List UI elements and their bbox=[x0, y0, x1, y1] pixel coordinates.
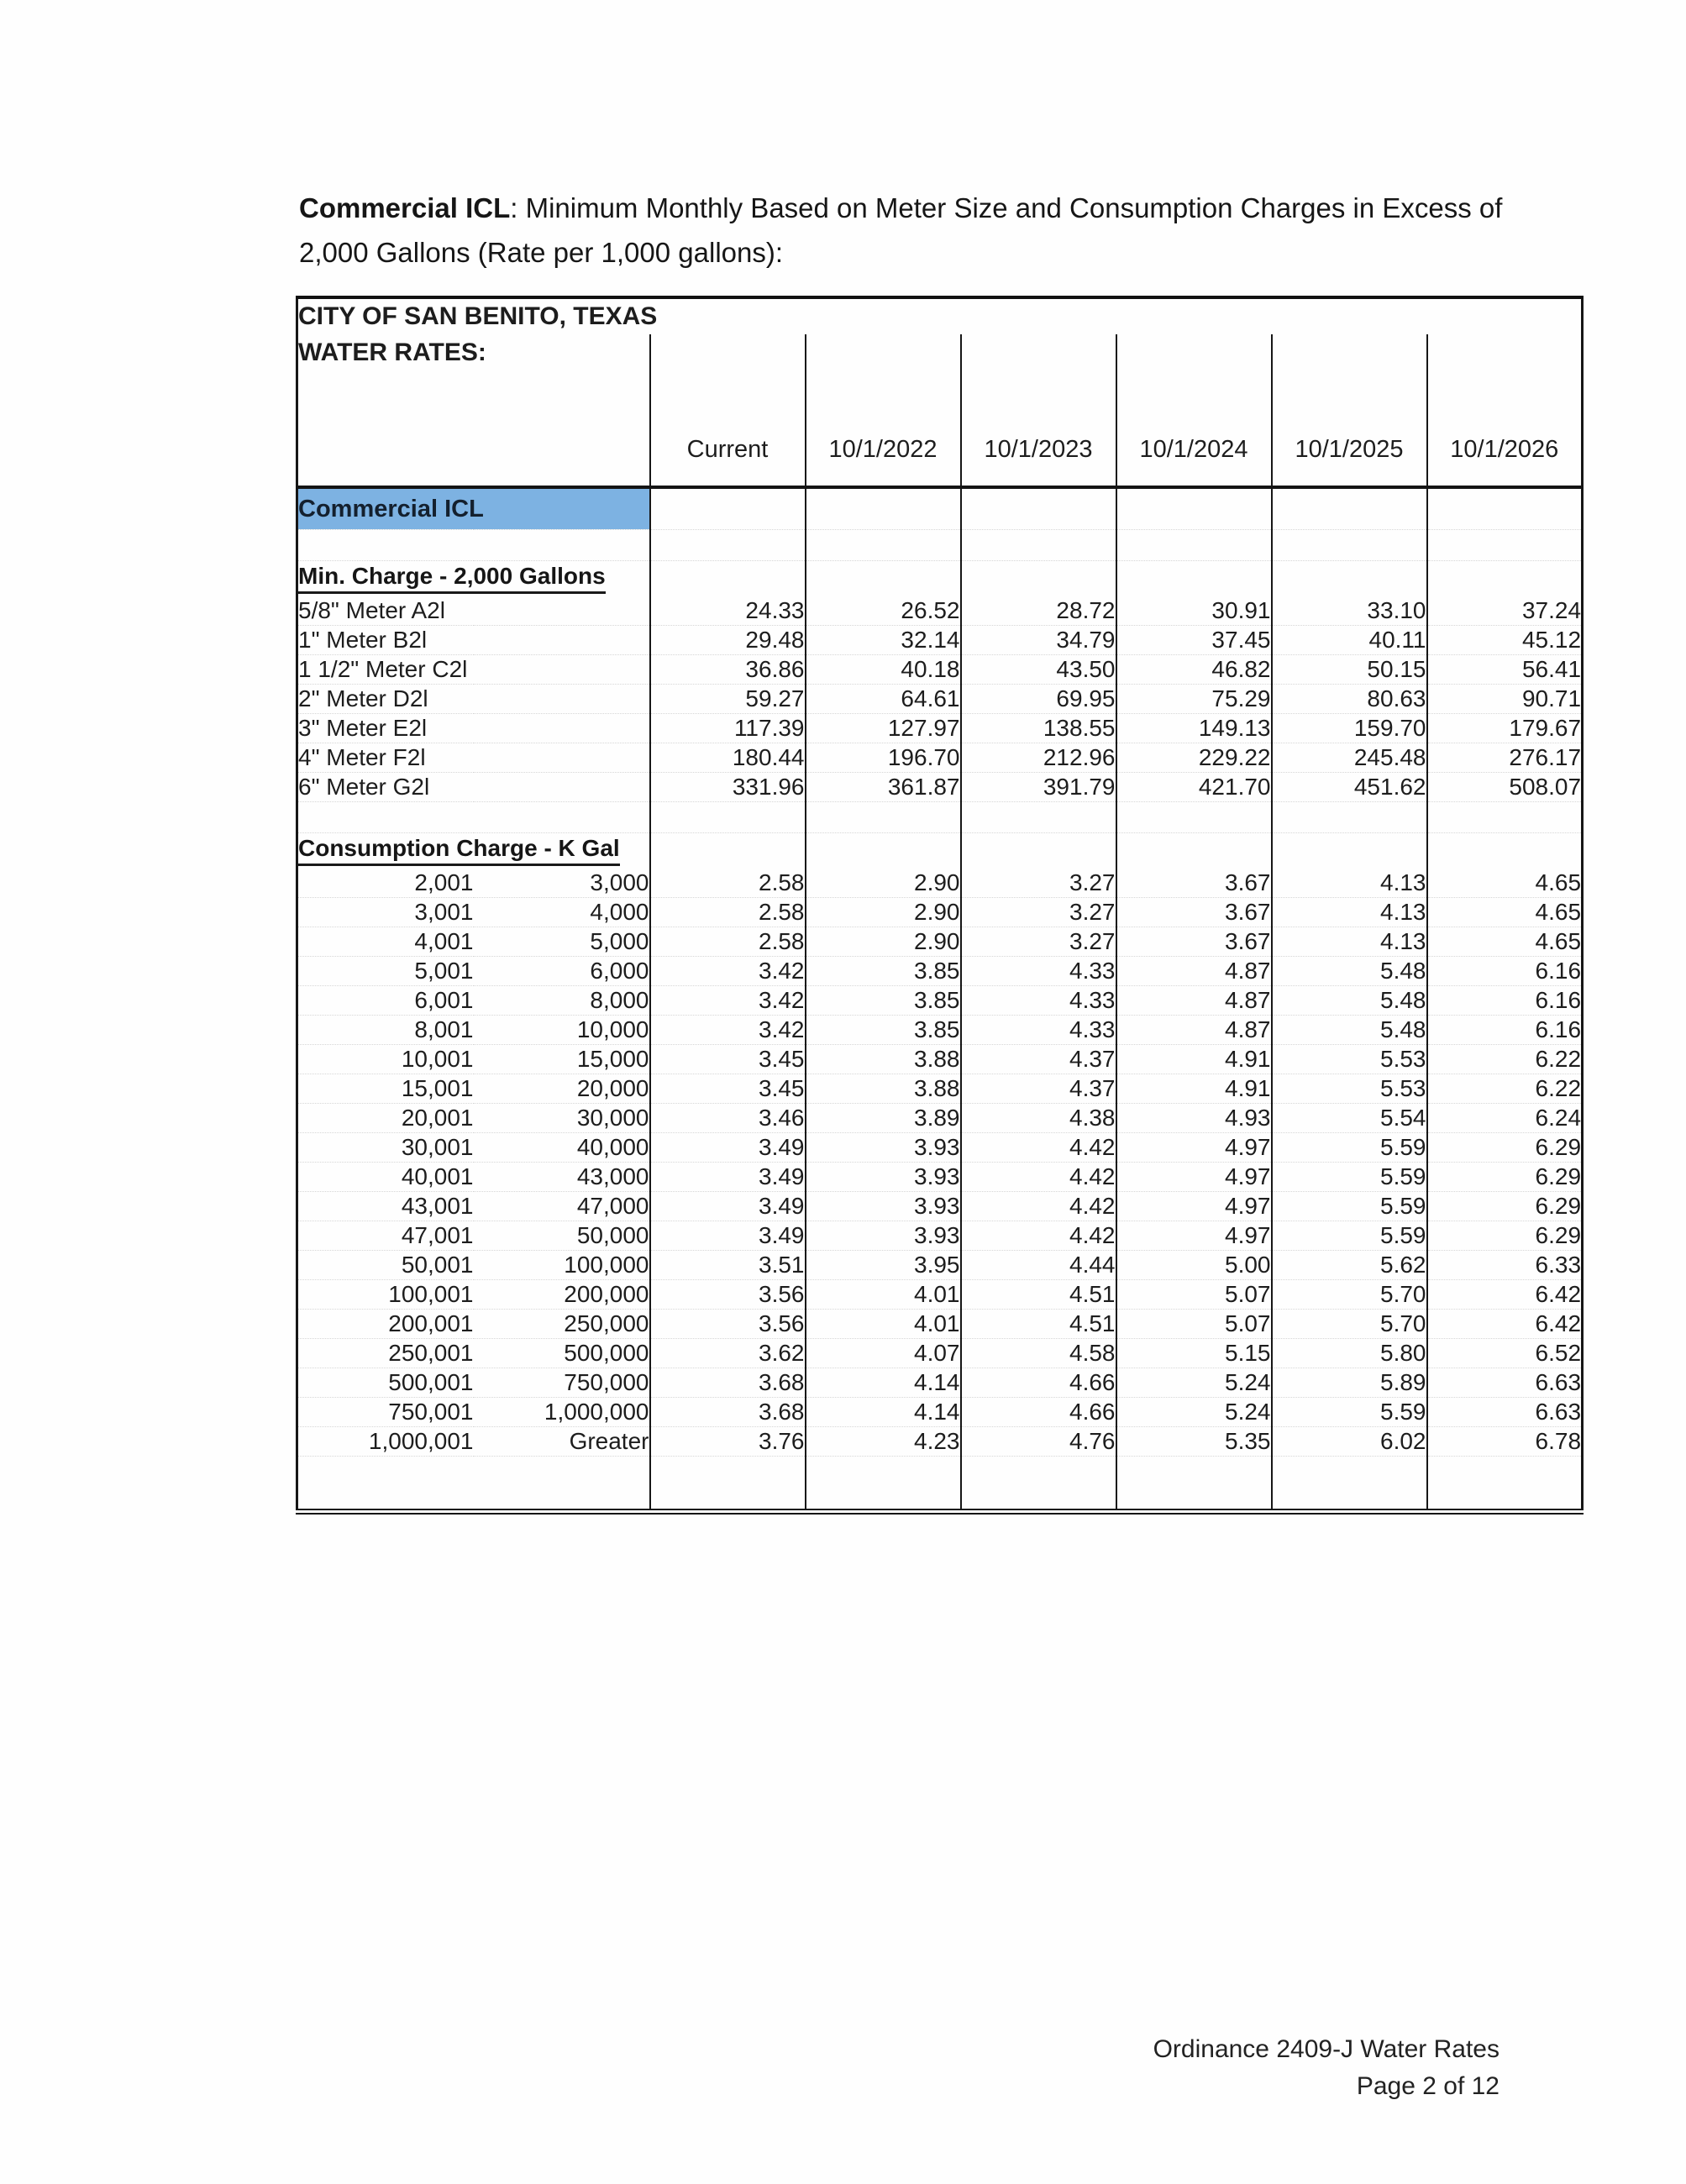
rate-value: 4.13 bbox=[1272, 927, 1427, 957]
rate-value: 421.70 bbox=[1116, 773, 1272, 802]
rate-value: 212.96 bbox=[961, 743, 1116, 773]
rate-value: 5.24 bbox=[1116, 1398, 1272, 1427]
rate-value: 5.70 bbox=[1272, 1280, 1427, 1310]
rate-value: 4.65 bbox=[1427, 898, 1583, 927]
tier-from: 50,001 bbox=[297, 1251, 474, 1280]
footer-page-number: Page 2 of 12 bbox=[1356, 2071, 1500, 2100]
rate-value: 4.66 bbox=[961, 1368, 1116, 1398]
rate-value: 69.95 bbox=[961, 685, 1116, 714]
consumption-tier-row bbox=[297, 1045, 1583, 1074]
tier-from: 10,001 bbox=[297, 1045, 474, 1074]
rate-value: 3.95 bbox=[806, 1251, 961, 1280]
rate-value: 37.45 bbox=[1116, 626, 1272, 655]
consumption-tier-row bbox=[297, 1074, 1583, 1104]
rate-value: 3.27 bbox=[961, 927, 1116, 957]
consumption-tier-row bbox=[297, 986, 1583, 1016]
rate-value: 6.16 bbox=[1427, 1016, 1583, 1045]
rate-value: 6.78 bbox=[1427, 1427, 1583, 1457]
rate-value: 4.01 bbox=[806, 1280, 961, 1310]
tier-to: 5,000 bbox=[474, 927, 650, 957]
rate-value: 138.55 bbox=[961, 714, 1116, 743]
rate-value: 4.76 bbox=[961, 1427, 1116, 1457]
column-header-current: Current bbox=[650, 413, 806, 487]
rate-value: 3.49 bbox=[650, 1163, 806, 1192]
rate-value: 46.82 bbox=[1116, 655, 1272, 685]
rate-value: 3.49 bbox=[650, 1192, 806, 1221]
tier-to: 8,000 bbox=[474, 986, 650, 1016]
footer-ordinance: Ordinance 2409-J Water Rates bbox=[1153, 2035, 1500, 2063]
rate-value: 4.38 bbox=[961, 1104, 1116, 1133]
rate-value: 5.59 bbox=[1272, 1221, 1427, 1251]
rate-value: 5.07 bbox=[1116, 1310, 1272, 1339]
rate-value: 56.41 bbox=[1427, 655, 1583, 685]
page-title bbox=[299, 186, 1559, 276]
tier-from: 250,001 bbox=[297, 1339, 474, 1368]
table-header-section bbox=[297, 297, 1583, 561]
rate-value: 4.44 bbox=[961, 1251, 1116, 1280]
rate-value: 179.67 bbox=[1427, 714, 1583, 743]
consumption-tier-row bbox=[297, 1310, 1583, 1339]
tier-from: 6,001 bbox=[297, 986, 474, 1016]
meter-label: 5/8" Meter A2l bbox=[297, 596, 650, 626]
rate-value: 4.13 bbox=[1272, 898, 1427, 927]
tier-to: 1,000,000 bbox=[474, 1398, 650, 1427]
rate-value: 5.48 bbox=[1272, 957, 1427, 986]
consumption-tier-row bbox=[297, 1163, 1583, 1192]
rate-value: 4.51 bbox=[961, 1280, 1116, 1310]
consumption-tier-row bbox=[297, 927, 1583, 957]
consumption-tier-row bbox=[297, 1251, 1583, 1280]
rate-value: 3.67 bbox=[1116, 927, 1272, 957]
rate-value: 3.88 bbox=[806, 1045, 961, 1074]
rate-value: 59.27 bbox=[650, 685, 806, 714]
rate-value: 6.29 bbox=[1427, 1221, 1583, 1251]
spacer-row bbox=[297, 371, 1583, 413]
rate-value: 2.58 bbox=[650, 869, 806, 898]
meter-row bbox=[297, 626, 1583, 655]
consumption-tier-row bbox=[297, 1016, 1583, 1045]
rate-value: 4.23 bbox=[806, 1427, 961, 1457]
min-charge-section bbox=[297, 561, 1583, 802]
consumption-tier-row bbox=[297, 1192, 1583, 1221]
rate-value: 75.29 bbox=[1116, 685, 1272, 714]
rate-value: 43.50 bbox=[961, 655, 1116, 685]
tier-from: 200,001 bbox=[297, 1310, 474, 1339]
rate-value: 4.97 bbox=[1116, 1133, 1272, 1163]
rate-value: 229.22 bbox=[1116, 743, 1272, 773]
tier-from: 15,001 bbox=[297, 1074, 474, 1104]
meter-label: 4" Meter F2l bbox=[297, 743, 650, 773]
rate-value: 3.42 bbox=[650, 986, 806, 1016]
spacer-row bbox=[297, 802, 1583, 833]
rate-value: 3.46 bbox=[650, 1104, 806, 1133]
rate-value: 3.93 bbox=[806, 1192, 961, 1221]
rate-value: 90.71 bbox=[1427, 685, 1583, 714]
rate-value: 6.16 bbox=[1427, 986, 1583, 1016]
rate-value: 4.37 bbox=[961, 1045, 1116, 1074]
rate-value: 276.17 bbox=[1427, 743, 1583, 773]
rate-value: 159.70 bbox=[1272, 714, 1427, 743]
tier-from: 5,001 bbox=[297, 957, 474, 986]
org-subtitle-row bbox=[297, 334, 1583, 371]
tier-from: 47,001 bbox=[297, 1221, 474, 1251]
rate-value: 4.65 bbox=[1427, 927, 1583, 957]
rate-value: 6.24 bbox=[1427, 1104, 1583, 1133]
rate-value: 6.22 bbox=[1427, 1045, 1583, 1074]
rate-value: 4.33 bbox=[961, 986, 1116, 1016]
rate-value: 331.96 bbox=[650, 773, 806, 802]
meter-label: 1" Meter B2l bbox=[297, 626, 650, 655]
rate-value: 5.53 bbox=[1272, 1045, 1427, 1074]
rate-value: 6.33 bbox=[1427, 1251, 1583, 1280]
column-header-2025: 10/1/2025 bbox=[1272, 413, 1427, 487]
rate-value: 3.49 bbox=[650, 1221, 806, 1251]
section-highlight-cell: Commercial ICL bbox=[297, 487, 650, 530]
rate-value: 4.65 bbox=[1427, 869, 1583, 898]
rate-value: 4.97 bbox=[1116, 1192, 1272, 1221]
tier-from: 500,001 bbox=[297, 1368, 474, 1398]
rate-value: 5.59 bbox=[1272, 1163, 1427, 1192]
rate-value: 2.58 bbox=[650, 898, 806, 927]
consumption-section bbox=[297, 833, 1583, 1457]
rate-value: 4.87 bbox=[1116, 986, 1272, 1016]
rate-value: 4.33 bbox=[961, 957, 1116, 986]
rate-value: 4.97 bbox=[1116, 1221, 1272, 1251]
meter-row bbox=[297, 743, 1583, 773]
tier-from: 2,001 bbox=[297, 869, 474, 898]
rate-value: 6.42 bbox=[1427, 1280, 1583, 1310]
rate-value: 5.15 bbox=[1116, 1339, 1272, 1368]
rate-value: 4.42 bbox=[961, 1133, 1116, 1163]
title-description: : Minimum Monthly Based on Meter Size and Consumption Charges in Excess of 2,000 Gallons (Rate per 1,000 gallons): bbox=[299, 192, 1503, 268]
rate-value: 3.88 bbox=[806, 1074, 961, 1104]
rate-value: 2.58 bbox=[650, 927, 806, 957]
tier-from: 40,001 bbox=[297, 1163, 474, 1192]
rate-value: 2.90 bbox=[806, 927, 961, 957]
consumption-tier-row bbox=[297, 1280, 1583, 1310]
tier-to: 750,000 bbox=[474, 1368, 650, 1398]
org-name: CITY OF SAN BENITO, TEXAS bbox=[298, 302, 658, 331]
column-header-2026: 10/1/2026 bbox=[1427, 413, 1583, 487]
rate-value: 5.07 bbox=[1116, 1280, 1272, 1310]
rate-value: 4.51 bbox=[961, 1310, 1116, 1339]
spacer-row bbox=[297, 530, 1583, 561]
rate-value: 5.62 bbox=[1272, 1251, 1427, 1280]
rate-value: 3.42 bbox=[650, 957, 806, 986]
consumption-heading: Consumption Charge - K Gal bbox=[298, 836, 620, 866]
column-header-2024: 10/1/2024 bbox=[1116, 413, 1272, 487]
rate-value: 3.49 bbox=[650, 1133, 806, 1163]
meter-row bbox=[297, 596, 1583, 626]
rate-value: 361.87 bbox=[806, 773, 961, 802]
rate-value: 3.51 bbox=[650, 1251, 806, 1280]
page-footer bbox=[1153, 2031, 1500, 2104]
rate-value: 245.48 bbox=[1272, 743, 1427, 773]
consumption-tier-row bbox=[297, 1368, 1583, 1398]
meter-row bbox=[297, 773, 1583, 802]
rate-value: 4.87 bbox=[1116, 957, 1272, 986]
rate-value: 50.15 bbox=[1272, 655, 1427, 685]
consumption-tier-row bbox=[297, 1221, 1583, 1251]
rate-value: 3.67 bbox=[1116, 898, 1272, 927]
rate-value: 5.80 bbox=[1272, 1339, 1427, 1368]
rate-value: 5.00 bbox=[1116, 1251, 1272, 1280]
rate-value: 3.27 bbox=[961, 898, 1116, 927]
section-row-commercial-icl bbox=[297, 487, 1583, 530]
rate-value: 4.58 bbox=[961, 1339, 1116, 1368]
rate-value: 30.91 bbox=[1116, 596, 1272, 626]
meter-label: 3" Meter E2l bbox=[297, 714, 650, 743]
rate-value: 5.24 bbox=[1116, 1368, 1272, 1398]
tier-from: 3,001 bbox=[297, 898, 474, 927]
rate-value: 40.11 bbox=[1272, 626, 1427, 655]
meter-label: 1 1/2" Meter C2l bbox=[297, 655, 650, 685]
rate-value: 180.44 bbox=[650, 743, 806, 773]
tier-from: 30,001 bbox=[297, 1133, 474, 1163]
rate-value: 3.27 bbox=[961, 869, 1116, 898]
tier-to: 20,000 bbox=[474, 1074, 650, 1104]
min-charge-heading-row bbox=[297, 561, 1583, 597]
rate-value: 6.42 bbox=[1427, 1310, 1583, 1339]
table-footer-section bbox=[297, 1457, 1583, 1512]
rate-value: 6.02 bbox=[1272, 1427, 1427, 1457]
rate-value: 6.16 bbox=[1427, 957, 1583, 986]
rate-value: 3.85 bbox=[806, 986, 961, 1016]
min-charge-heading: Min. Charge - 2,000 Gallons bbox=[298, 564, 606, 594]
tier-from: 8,001 bbox=[297, 1016, 474, 1045]
tier-to: 15,000 bbox=[474, 1045, 650, 1074]
meter-label: 2" Meter D2l bbox=[297, 685, 650, 714]
meter-row bbox=[297, 714, 1583, 743]
mid-spacer-section bbox=[297, 802, 1583, 833]
tier-to: 40,000 bbox=[474, 1133, 650, 1163]
rate-value: 5.70 bbox=[1272, 1310, 1427, 1339]
rate-value: 3.67 bbox=[1116, 869, 1272, 898]
rate-value: 5.59 bbox=[1272, 1192, 1427, 1221]
rate-value: 37.24 bbox=[1427, 596, 1583, 626]
consumption-tier-row bbox=[297, 1427, 1583, 1457]
tier-from: 20,001 bbox=[297, 1104, 474, 1133]
rate-value: 3.62 bbox=[650, 1339, 806, 1368]
tier-to: 10,000 bbox=[474, 1016, 650, 1045]
tier-to: Greater bbox=[474, 1427, 650, 1457]
rate-value: 508.07 bbox=[1427, 773, 1583, 802]
tier-from: 750,001 bbox=[297, 1398, 474, 1427]
consumption-heading-row bbox=[297, 833, 1583, 869]
column-header-2022: 10/1/2022 bbox=[806, 413, 961, 487]
rate-value: 6.22 bbox=[1427, 1074, 1583, 1104]
consumption-tier-row bbox=[297, 957, 1583, 986]
tier-to: 6,000 bbox=[474, 957, 650, 986]
rate-value: 391.79 bbox=[961, 773, 1116, 802]
rate-value: 3.85 bbox=[806, 957, 961, 986]
rate-value: 3.45 bbox=[650, 1074, 806, 1104]
tier-from: 43,001 bbox=[297, 1192, 474, 1221]
rate-value: 6.63 bbox=[1427, 1398, 1583, 1427]
tier-to: 30,000 bbox=[474, 1104, 650, 1133]
rate-value: 2.90 bbox=[806, 869, 961, 898]
meter-label: 6" Meter G2l bbox=[297, 773, 650, 802]
meter-row bbox=[297, 685, 1583, 714]
rate-value: 5.48 bbox=[1272, 986, 1427, 1016]
tier-to: 250,000 bbox=[474, 1310, 650, 1339]
rate-value: 3.85 bbox=[806, 1016, 961, 1045]
consumption-tier-row bbox=[297, 898, 1583, 927]
rate-value: 3.42 bbox=[650, 1016, 806, 1045]
rate-value: 3.76 bbox=[650, 1427, 806, 1457]
tier-to: 43,000 bbox=[474, 1163, 650, 1192]
rate-value: 4.97 bbox=[1116, 1163, 1272, 1192]
column-header-2023: 10/1/2023 bbox=[961, 413, 1116, 487]
rate-value: 6.63 bbox=[1427, 1368, 1583, 1398]
tier-to: 4,000 bbox=[474, 898, 650, 927]
consumption-tier-row bbox=[297, 1398, 1583, 1427]
rate-value: 4.33 bbox=[961, 1016, 1116, 1045]
rate-value: 5.89 bbox=[1272, 1368, 1427, 1398]
rate-value: 4.93 bbox=[1116, 1104, 1272, 1133]
rate-value: 6.29 bbox=[1427, 1192, 1583, 1221]
rate-value: 117.39 bbox=[650, 714, 806, 743]
rate-value: 4.37 bbox=[961, 1074, 1116, 1104]
rate-value: 6.29 bbox=[1427, 1133, 1583, 1163]
consumption-tier-row bbox=[297, 1339, 1583, 1368]
consumption-tier-row bbox=[297, 1133, 1583, 1163]
rate-value: 4.01 bbox=[806, 1310, 961, 1339]
rate-value: 5.54 bbox=[1272, 1104, 1427, 1133]
rate-value: 6.52 bbox=[1427, 1339, 1583, 1368]
rate-value: 36.86 bbox=[650, 655, 806, 685]
rate-value: 3.56 bbox=[650, 1280, 806, 1310]
tier-to: 500,000 bbox=[474, 1339, 650, 1368]
rate-value: 3.45 bbox=[650, 1045, 806, 1074]
rate-value: 6.29 bbox=[1427, 1163, 1583, 1192]
rate-value: 26.52 bbox=[806, 596, 961, 626]
rate-value: 3.89 bbox=[806, 1104, 961, 1133]
rate-value: 4.13 bbox=[1272, 869, 1427, 898]
rate-value: 32.14 bbox=[806, 626, 961, 655]
org-name-row bbox=[297, 297, 1583, 334]
rate-value: 3.93 bbox=[806, 1221, 961, 1251]
meter-row bbox=[297, 655, 1583, 685]
rate-value: 149.13 bbox=[1116, 714, 1272, 743]
rate-value: 4.91 bbox=[1116, 1074, 1272, 1104]
rate-value: 4.14 bbox=[806, 1398, 961, 1427]
rate-value: 2.90 bbox=[806, 898, 961, 927]
title-term: Commercial ICL bbox=[299, 192, 511, 223]
rate-value: 4.91 bbox=[1116, 1045, 1272, 1074]
rate-value: 4.42 bbox=[961, 1221, 1116, 1251]
rate-value: 3.93 bbox=[806, 1163, 961, 1192]
rate-value: 5.59 bbox=[1272, 1133, 1427, 1163]
rate-value: 3.68 bbox=[650, 1368, 806, 1398]
tier-to: 47,000 bbox=[474, 1192, 650, 1221]
rate-value: 127.97 bbox=[806, 714, 961, 743]
rate-value: 3.93 bbox=[806, 1133, 961, 1163]
tier-to: 100,000 bbox=[474, 1251, 650, 1280]
rate-value: 64.61 bbox=[806, 685, 961, 714]
rate-value: 29.48 bbox=[650, 626, 806, 655]
rate-value: 3.56 bbox=[650, 1310, 806, 1339]
rate-value: 24.33 bbox=[650, 596, 806, 626]
rate-value: 4.42 bbox=[961, 1192, 1116, 1221]
rate-value: 45.12 bbox=[1427, 626, 1583, 655]
rate-value: 5.48 bbox=[1272, 1016, 1427, 1045]
rate-value: 28.72 bbox=[961, 596, 1116, 626]
rate-value: 5.35 bbox=[1116, 1427, 1272, 1457]
column-header-row bbox=[297, 413, 1583, 487]
rate-value: 196.70 bbox=[806, 743, 961, 773]
rate-value: 3.68 bbox=[650, 1398, 806, 1427]
spacer-row bbox=[297, 1457, 1583, 1512]
rate-value: 451.62 bbox=[1272, 773, 1427, 802]
consumption-tier-row bbox=[297, 869, 1583, 898]
tier-to: 200,000 bbox=[474, 1280, 650, 1310]
tier-to: 3,000 bbox=[474, 869, 650, 898]
rate-value: 80.63 bbox=[1272, 685, 1427, 714]
water-rates-table bbox=[296, 296, 1584, 1515]
rate-value: 5.53 bbox=[1272, 1074, 1427, 1104]
rate-value: 4.66 bbox=[961, 1398, 1116, 1427]
tier-from: 4,001 bbox=[297, 927, 474, 957]
tier-from: 100,001 bbox=[297, 1280, 474, 1310]
rate-value: 40.18 bbox=[806, 655, 961, 685]
rate-value: 34.79 bbox=[961, 626, 1116, 655]
rate-value: 33.10 bbox=[1272, 596, 1427, 626]
rate-value: 4.07 bbox=[806, 1339, 961, 1368]
rate-value: 4.42 bbox=[961, 1163, 1116, 1192]
rate-value: 4.87 bbox=[1116, 1016, 1272, 1045]
consumption-tier-row bbox=[297, 1104, 1583, 1133]
rate-value: 4.14 bbox=[806, 1368, 961, 1398]
tier-from: 1,000,001 bbox=[297, 1427, 474, 1457]
org-subtitle: WATER RATES: bbox=[298, 339, 486, 367]
rate-value: 5.59 bbox=[1272, 1398, 1427, 1427]
tier-to: 50,000 bbox=[474, 1221, 650, 1251]
